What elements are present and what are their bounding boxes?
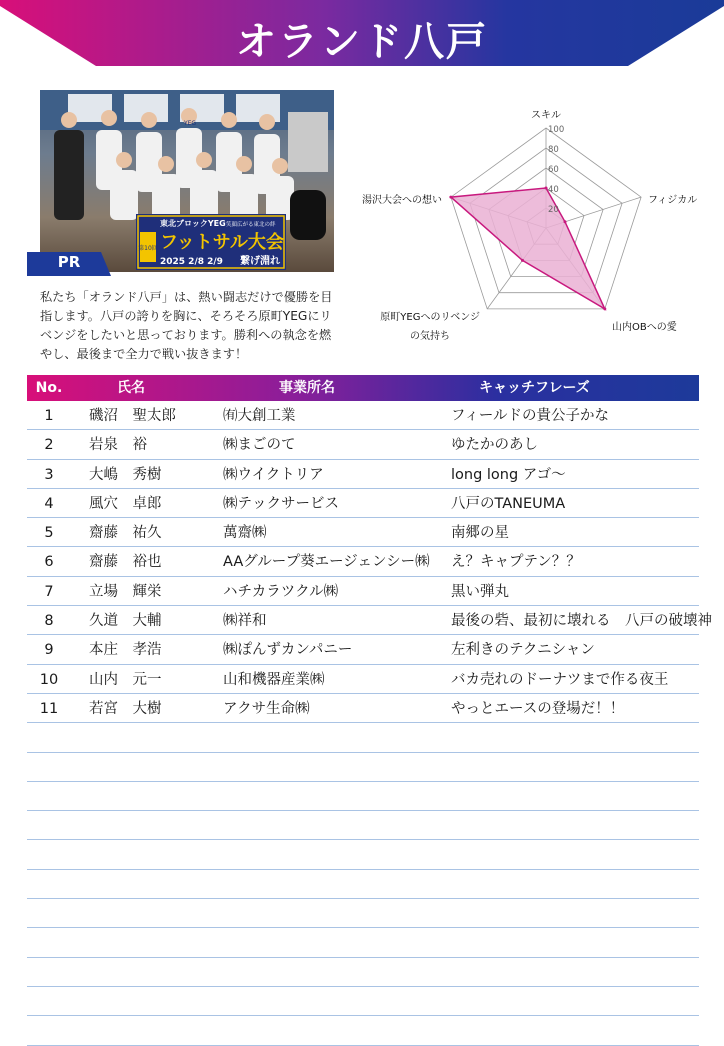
radar-axis-label: 山内OBへの愛 (612, 322, 677, 333)
cell-office: ㈱ぽんずカンパニー (223, 642, 353, 659)
cell-name: 若宮 大樹 (89, 700, 162, 717)
page-title: オランド八戸 (236, 19, 488, 65)
table-header (27, 375, 699, 401)
table-row (27, 518, 699, 547)
cell-catch: long long アゴ〜 (451, 466, 566, 483)
empty-table-row (27, 958, 699, 987)
cell-office: AAグループ葵エージェンシー㈱ (223, 554, 430, 571)
radar-chart (350, 100, 710, 350)
table-row (27, 401, 699, 430)
empty-table-row (27, 1016, 699, 1045)
cell-office: ハチカラツクル㈱ (223, 583, 339, 600)
cell-office: ㈱まごのて (223, 437, 296, 454)
cell-office: ㈱祥和 (223, 613, 267, 630)
pr-label: PR (57, 253, 81, 271)
table-row (27, 606, 712, 635)
empty-table-row (27, 987, 699, 1016)
radar-axis-label-line: の気持ち (410, 331, 450, 342)
radar-tick-label: 20 (548, 205, 559, 215)
cell-office: ㈱ウイクトリア (223, 466, 324, 483)
cell-name: 山内 元一 (89, 671, 162, 688)
radar-tick-label: 40 (548, 185, 559, 195)
table-body (27, 401, 712, 1046)
cell-name: 久道 大輔 (89, 613, 162, 630)
empty-table-row (27, 811, 699, 840)
cell-name: 岩泉 裕 (89, 437, 147, 454)
sign-tagline: 笑顔広がる東北の絆 (226, 222, 276, 228)
sign-number: 第10回 (138, 245, 158, 252)
radar-axis-label-line: 原町YEGへのリベンジ (380, 312, 480, 323)
radar-axis-label: スキル (531, 110, 561, 121)
table-row (27, 665, 699, 694)
sign-motto: 繋げ淵れ (240, 256, 280, 267)
sign-dates: 2025 2/8 2/9 (160, 257, 223, 267)
radar-data-point (521, 259, 524, 262)
radar-series-area (451, 188, 605, 309)
cell-no: 8 (44, 613, 54, 630)
cell-no: 3 (44, 466, 54, 483)
radar-axis-label (380, 311, 480, 342)
cell-catch: 黒い弾丸 (451, 583, 509, 600)
cell-catch: 南郷の星 (451, 525, 509, 542)
cell-no: 4 (44, 495, 54, 512)
cell-no: 10 (39, 671, 59, 688)
cell-office: 山和機器産業㈱ (223, 671, 325, 688)
header-catch: キャッチフレーズ (479, 380, 590, 396)
cell-no: 7 (44, 583, 54, 600)
header-no: No. (35, 380, 63, 396)
radar-tick-label: 80 (548, 145, 559, 155)
banner-logo: YEG (183, 120, 197, 127)
team-photo (40, 90, 334, 272)
cell-office: ㈱テックサービス (223, 495, 339, 512)
empty-table-row (27, 723, 699, 752)
radar-tick-label: 60 (548, 165, 559, 175)
sign-title: フットサル大会 (160, 232, 284, 253)
table-row (27, 547, 699, 576)
cell-name: 磯沼 聖太郎 (89, 408, 176, 424)
radar-axis-label: 湯沢大会への想い (362, 195, 442, 206)
title-banner (0, 0, 724, 70)
table-row (27, 635, 699, 664)
cell-no: 5 (44, 525, 54, 542)
cell-catch: え？キャプテン？？ (451, 554, 581, 571)
sign-brand: 東北ブロックYEG (160, 219, 226, 228)
cell-catch: やっとエースの登場だ！！ (451, 700, 625, 717)
empty-table-row (27, 928, 699, 957)
empty-table-row (27, 753, 699, 782)
empty-table-row (27, 782, 699, 811)
cell-name: 立場 輝栄 (89, 583, 162, 600)
radar-data-point (449, 196, 452, 199)
cell-name: 風穴 卓郎 (89, 495, 162, 512)
cell-no: 9 (44, 642, 54, 659)
empty-table-row (27, 840, 699, 869)
radar-axis-label: フィジカル (648, 195, 698, 206)
cell-name: 齋藤 裕也 (89, 554, 162, 571)
table-row (27, 489, 699, 518)
table-row (27, 694, 699, 723)
pr-description: 私たち「オランド八戸」は、熱い闘志だけで優勝を目指します。八戸の誇りを胸に、そろそろ原町YEGにリベンジをしたいと思っております。勝利への執念を燃やし、最後まで全力で戦い抜きます！ (40, 290, 333, 361)
cell-catch: ゆたかのあし (451, 437, 538, 454)
cell-no: 6 (44, 554, 54, 571)
cell-no: 11 (39, 700, 59, 717)
cell-catch: 八戸のTANEUMA (451, 495, 566, 512)
cell-no: 2 (44, 437, 54, 454)
empty-table-row (27, 870, 699, 899)
cell-office: アクサ生命㈱ (223, 700, 310, 717)
header-office: 事業所名 (279, 380, 335, 396)
cell-office: 萬齋㈱ (223, 525, 267, 542)
table-row (27, 460, 699, 489)
cell-name: 本庄 孝浩 (89, 642, 162, 659)
empty-table-row (27, 899, 699, 928)
cell-catch: 左利きのテクニシャン (451, 642, 595, 659)
table-row (27, 577, 699, 606)
member-table (27, 375, 712, 1046)
radar-tick-label: 100 (548, 125, 565, 135)
cell-name: 齋藤 祐久 (89, 525, 162, 542)
header-name: 氏名 (117, 380, 145, 396)
radar-data-point (564, 220, 567, 223)
radar-data-point (603, 307, 606, 310)
table-row (27, 430, 699, 459)
cell-catch: 最後の砦、最初に壊れる 八戸の破壊神 (451, 613, 712, 630)
cell-catch: フィールドの貴公子かな (451, 408, 610, 424)
cell-catch: バカ売れのドーナツまで作る夜王 (451, 671, 669, 688)
cell-name: 大嶋 秀樹 (89, 466, 162, 483)
cell-no: 1 (44, 408, 54, 424)
cell-office: ㈲大創工業 (223, 408, 296, 424)
